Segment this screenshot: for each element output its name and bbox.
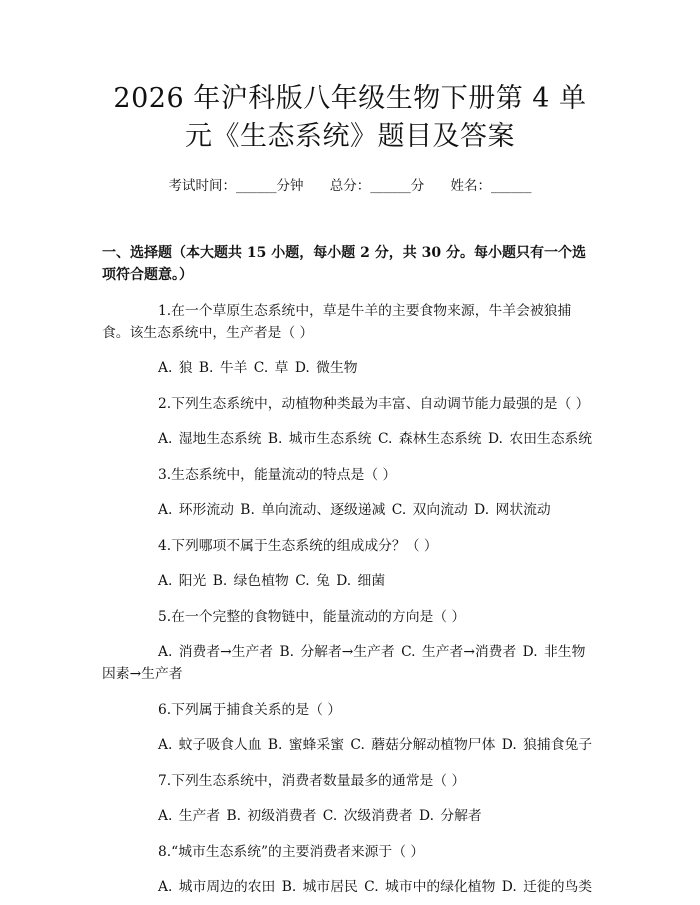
- question-number: 1.: [158, 303, 172, 319]
- question-text: [102, 606, 598, 628]
- question-text: [102, 841, 598, 863]
- question-text: [102, 535, 598, 557]
- question-number: 3.: [158, 467, 172, 483]
- question-stem: 下列生态系统中，动植物种类最为丰富、自动调节能力最强的是（ ）: [171, 396, 590, 412]
- question-number: 7.: [158, 773, 172, 789]
- question-item: [102, 393, 598, 450]
- question-number: 2.: [158, 396, 172, 412]
- document-title: 2026 年沪科版八年级生物下册第 4 单元《生态系统》题目及答案: [113, 83, 587, 152]
- question-list: [102, 300, 598, 898]
- question-stem: 生态系统中，能量流动的特点是（ ）: [171, 467, 397, 483]
- question-number: 5.: [158, 609, 172, 625]
- section-heading: 一、选择题（本大题共 15 小题，每小题 2 分，共 30 分。每小题只有一个选项符合题意。）: [102, 245, 586, 283]
- question-item: [102, 606, 598, 685]
- question-text: [102, 464, 598, 486]
- question-item: [102, 300, 598, 379]
- question-text: [102, 300, 598, 344]
- exam-score-field: 总分：______分: [329, 178, 425, 194]
- question-options: A. 城市周边的农田 B. 城市居民 C. 城市中的绿化植物 D. 迁徙的鸟类: [158, 879, 593, 895]
- question-options: A. 狼 B. 牛羊 C. 草 D. 微生物: [158, 360, 358, 376]
- question-text: [102, 393, 598, 415]
- question-text: [102, 699, 598, 721]
- question-number: 4.: [158, 538, 172, 554]
- exam-name-field: 姓名：______: [450, 178, 532, 194]
- question-options: A. 阳光 B. 绿色植物 C. 兔 D. 细菌: [158, 573, 386, 589]
- question-stem: 在一个完整的食物链中，能量流动的方向是（ ）: [171, 609, 466, 625]
- question-item: [102, 699, 598, 756]
- question-text: [102, 770, 598, 792]
- question-number: 6.: [158, 702, 172, 718]
- question-options: A. 消费者→生产者 B. 分解者→生产者 C. 生产者→消费者 D. 非生物因素→生产者: [102, 644, 586, 682]
- question-options: A. 蚊子吸食人血 B. 蜜蜂采蜜 C. 蘑菇分解动植物尸体 D. 狼捕食兔子: [158, 737, 593, 753]
- exam-info: [102, 176, 598, 196]
- question-stem: 下列生态系统中，消费者数量最多的通常是（ ）: [171, 773, 466, 789]
- exam-time-field: 考试时间：______分钟: [168, 178, 304, 194]
- question-item: [102, 464, 598, 521]
- question-item: [102, 535, 598, 592]
- question-item: [102, 841, 598, 898]
- question-stem: 下列属于捕食关系的是（ ）: [171, 702, 342, 718]
- question-stem: 下列哪项不属于生态系统的组成成分？（ ）: [171, 538, 438, 554]
- question-options: A. 湿地生态系统 B. 城市生态系统 C. 森林生态系统 D. 农田生态系统: [158, 431, 593, 447]
- question-options: A. 环形流动 B. 单向流动、逐级递减 C. 双向流动 D. 网状流动: [158, 502, 551, 518]
- question-item: [102, 770, 598, 827]
- question-stem: “城市生态系统”的主要消费者来源于（ ）: [171, 844, 425, 860]
- question-stem: 在一个草原生态系统中，草是牛羊的主要食物来源，牛羊会被狼捕食。该生态系统中，生产者是（ ）: [102, 303, 572, 341]
- question-options: A. 生产者 B. 初级消费者 C. 次级消费者 D. 分解者: [158, 808, 482, 824]
- question-number: 8.: [158, 844, 172, 860]
